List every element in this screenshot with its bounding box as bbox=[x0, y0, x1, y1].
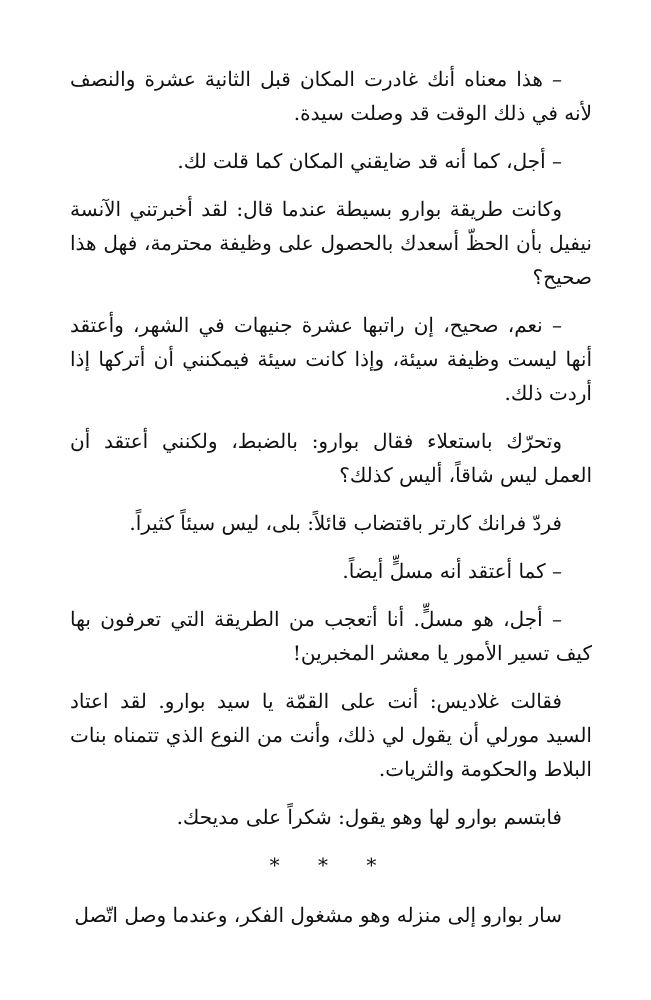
paragraph-8: – أجل، هو مسلٍّ. أنا أتعجب من الطريقة التي تعرفون بها كيف تسير الأمور يا معشر المخبرين! bbox=[70, 607, 592, 665]
paragraph-1: – هذا معناه أنك غادرت المكان قبل الثانية عشرة والنصف لأنه في ذلك الوقت قد وصلت سيدة. bbox=[70, 67, 592, 125]
paragraph-3: وكانت طريقة بوارو بسيطة عندما قال: لقد أخبرتني الآنسة نيفيل بأن الحظّ أسعدك بالحصول على وظيفة محترمة، فهل هذا صحيح؟ bbox=[70, 197, 592, 289]
paragraph-5: وتحرّك باستعلاء فقال بوارو: بالضبط، ولكنني أعتقد أن العمل ليس شاقاً، أليس كذلك؟ bbox=[70, 429, 592, 487]
paragraph-2: – أجل، كما أنه قد ضايقني المكان كما قلت لك. bbox=[177, 149, 562, 173]
book-page bbox=[70, 62, 592, 946]
paragraph-10: فابتسم بوارو لها وهو يقول: شكراً على مديحك. bbox=[176, 805, 562, 829]
section-separator: * * * bbox=[269, 853, 393, 877]
paragraph-7: – كما أعتقد أنه مسلٍّ أيضاً. bbox=[342, 559, 562, 583]
closing-paragraph: سار بوارو إلى منزله وهو مشغول الفكر، وعندما وصل اتّصل bbox=[74, 903, 562, 927]
paragraph-9: فقالت غلاديس: أنت على القمّة يا سيد بوارو. لقد اعتاد السيد مورلي أن يقول لي ذلك، وأنت من النوع الذي تتمناه بنات البلاط والحكومة والثريات. bbox=[70, 689, 592, 781]
paragraph-6: فردّ فرانك كارتر باقتضاب قائلاً: بلى، ليس سيئاً كثيراً. bbox=[129, 511, 562, 535]
paragraph-4: – نعم، صحيح، إن راتبها عشرة جنيهات في الشهر، وأعتقد أنها ليست وظيفة سيئة، وإذا كانت سيئة فيمكنني أن أتركها إذا أردت ذلك. bbox=[70, 313, 592, 405]
